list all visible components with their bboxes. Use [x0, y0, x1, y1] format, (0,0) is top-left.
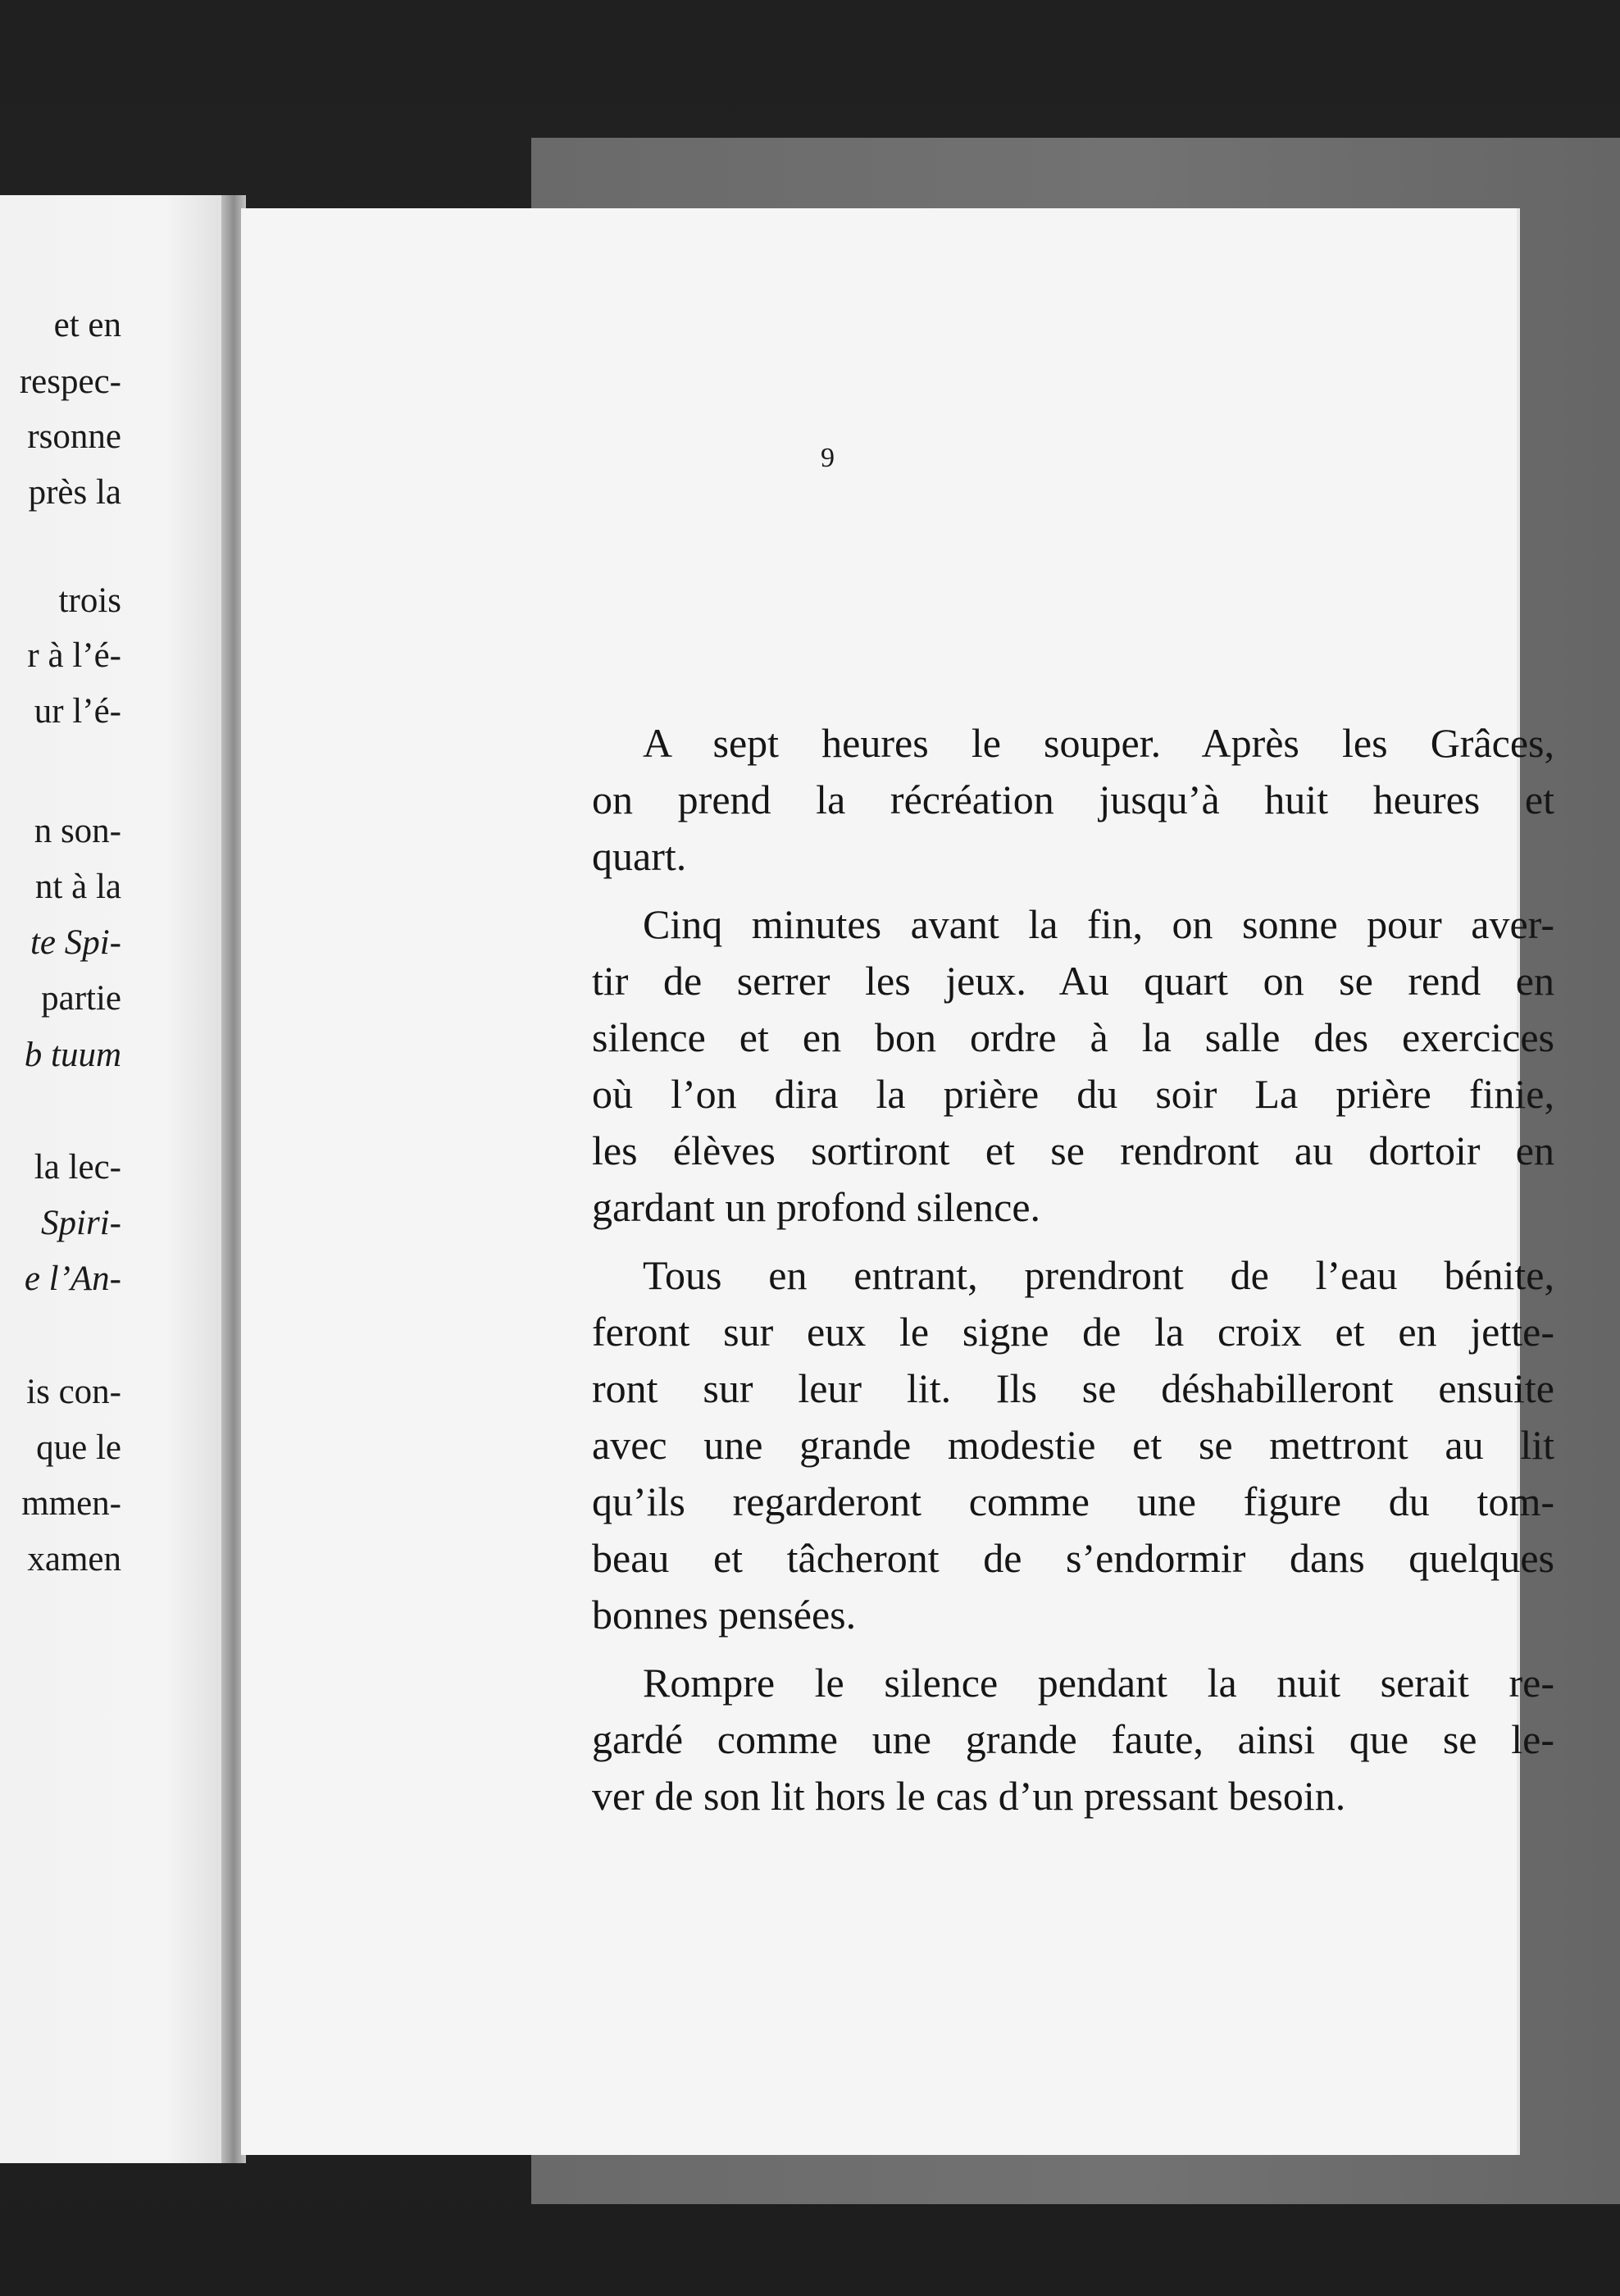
- text-line: silence et en bon ordre à la salle des exercices: [592, 1014, 1554, 1060]
- page-number: 9: [821, 443, 835, 473]
- text-line: bonnes pensées.: [592, 1592, 857, 1638]
- left-page-line: b tuum: [24, 1036, 121, 1074]
- left-page-line: te Spi-: [30, 923, 121, 962]
- left-page-line: r à l’é-: [27, 636, 121, 675]
- text-line: feront sur eux le signe de la croix et en jette-: [592, 1309, 1554, 1355]
- text-line: A sept heures le souper. Après les Grâces,: [643, 720, 1554, 766]
- text-line: où l’on dira la prière du soir La prière finie,: [592, 1071, 1554, 1117]
- left-page-line: ur l’é-: [34, 692, 121, 731]
- left-page-line: et en: [53, 306, 121, 344]
- text-line: les élèves sortiront et se rendront au dortoir en: [592, 1128, 1554, 1173]
- right-page: [241, 208, 1554, 2155]
- paragraph: [592, 896, 1554, 1236]
- page-text: [592, 715, 1554, 1824]
- text-line: avec une grande modestie et se mettront au lit: [592, 1422, 1554, 1468]
- text-line: tir de serrer les jeux. Au quart on se rend en: [592, 958, 1554, 1004]
- left-page-line: rsonne: [27, 417, 121, 456]
- left-page-line: que le: [36, 1428, 121, 1467]
- left-page-line: respec-: [19, 362, 121, 401]
- text-line: Tous en entrant, prendront de l’eau bénite,: [643, 1252, 1554, 1298]
- left-page-line: xamen: [27, 1540, 121, 1578]
- text-line: qu’ils regarderont comme une figure du tom-: [592, 1478, 1554, 1524]
- paragraph: [592, 1655, 1554, 1824]
- paragraph: [592, 715, 1554, 885]
- text-line: gardé comme une grande faute, ainsi que se le-: [592, 1716, 1554, 1762]
- left-page: [0, 195, 236, 2163]
- text-line: gardant un profond silence.: [592, 1184, 1041, 1230]
- text-line: beau et tâcheront de s’endormir dans quelques: [592, 1535, 1554, 1581]
- text-line: Cinq minutes avant la fin, on sonne pour aver-: [643, 901, 1554, 947]
- text-line: on prend la récréation jusqu’à huit heures et: [592, 777, 1554, 822]
- left-page-line: près la: [28, 473, 121, 512]
- left-page-line: trois: [58, 581, 121, 620]
- left-page-line: e l’An-: [24, 1260, 121, 1298]
- left-page-line: mmen-: [21, 1484, 121, 1523]
- left-page-line: nt à la: [34, 868, 121, 906]
- left-page-line: partie: [41, 979, 121, 1018]
- text-line: Rompre le silence pendant la nuit serait re-: [643, 1660, 1554, 1706]
- text-line: ront sur leur lit. Ils se déshabilleront ensuite: [592, 1365, 1554, 1411]
- left-page-line: is con-: [26, 1373, 121, 1411]
- text-line: ver de son lit hors le cas d’un pressant besoin.: [592, 1773, 1346, 1819]
- left-page-line: n son-: [34, 812, 121, 850]
- paragraph: [592, 1247, 1554, 1643]
- text-line: quart.: [592, 833, 687, 879]
- left-page-line: la lec-: [34, 1148, 121, 1187]
- left-page-line: Spiri-: [41, 1204, 121, 1242]
